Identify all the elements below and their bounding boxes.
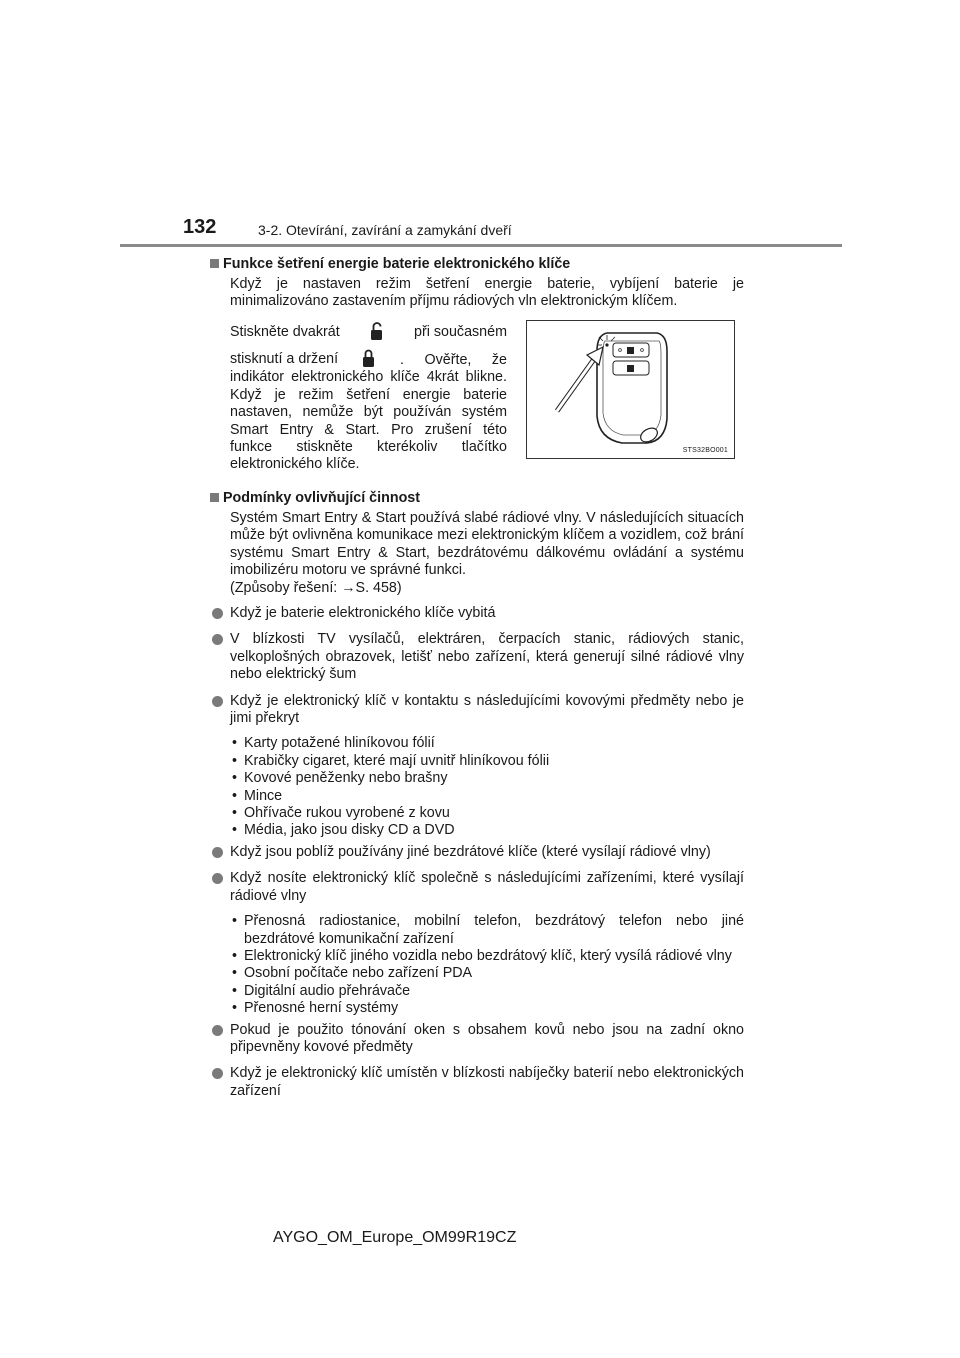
instr-part-a: Stiskněte dvakrát <box>230 324 340 341</box>
section2-heading <box>210 490 420 507</box>
lock-icon <box>352 352 386 368</box>
conditions-list <box>230 605 744 1109</box>
condition-item: Když nosíte elektronický klíč společně s následujícími zařízeními, které vysílají rádiové vlny • Přenosná radiostanice, mobilní telefon, bezdrátový telefon nebo jiné bezdrátové komunikační zařízení • Elektronický klíč jiného vozidla nebo bezdrátový klíč, který vysílá rádiové vlny • Osobní počítače nebo zařízení PDA • Digitální audio přehrávače • Přenosné herní systémy <box>230 870 744 1017</box>
figure-code: STS32BO001 <box>682 447 728 454</box>
condition-item: Když jsou poblíž používány jiné bezdrátové klíče (které vysílají rádiové vlny) <box>230 844 744 861</box>
header-rule <box>120 244 842 247</box>
sub-list <box>230 913 744 1017</box>
sub-list-item: • Mince <box>230 788 744 805</box>
section1-heading <box>210 256 570 273</box>
sub-list-item: • Krabičky cigaret, které mají uvnitř hliníkovou fólii <box>230 753 744 770</box>
key-fob-illustration <box>527 321 734 458</box>
round-bullet-icon <box>212 873 223 884</box>
sub-list-item: • Přenosné herní systémy <box>230 1000 744 1017</box>
section1-instructions <box>230 321 507 474</box>
unlock-icon <box>360 325 394 341</box>
section1-intro: Když je nastaven režim šetření energie baterie, vybíjení baterie je minimalizováno zastavením příjmu rádiových vln elektronickým klíčem. <box>230 276 744 310</box>
key-fob-figure <box>526 320 735 459</box>
sub-list-item: • Elektronický klíč jiného vozidla nebo bezdrátový klíč, který vysílá rádiové vlny <box>230 948 744 965</box>
square-bullet-icon <box>210 259 219 268</box>
condition-item: Když je baterie elektronického klíče vybitá <box>230 605 744 622</box>
section2-ref: (Způsoby řešení: →S. 458) <box>230 580 402 596</box>
section2-heading-text: Podmínky ovlivňující činnost <box>223 490 421 506</box>
condition-item: V blízkosti TV vysílačů, elektráren, čerpacích stanic, rádiových stanic, velkoplošných obrazovek, letišť nebo zařízení, která generují silné rádiové vlny nebo elektrický šum <box>230 631 744 683</box>
sub-list-item: • Přenosná radiostanice, mobilní telefon, bezdrátový telefon nebo jiné bezdrátové komunikační zařízení <box>230 913 744 948</box>
condition-item: Pokud je použito tónování oken s obsahem kovů nebo jsou na zadní okno připevněny kovové předměty <box>230 1022 744 1057</box>
condition-item: Když je elektronický klíč v kontaktu s následujícími kovovými předměty nebo je jimi překryt • Karty potažené hliníkovou fólií • Krabičky cigaret, které mají uvnitř hliníkovou fólii • Kovové peněženky nebo brašny • Mince • Ohřívače rukou vyrobené z kovu • Média, jako jsou disky CD a DVD <box>230 693 744 840</box>
sub-list-item: • Karty potažené hliníkovou fólií <box>230 735 744 752</box>
section-title: 3-2. Otevírání, zavírání a zamykání dveří <box>258 222 512 238</box>
instr-part-d: . Ověřte, že indikátor elektronického klíče 4krát blikne. Když je režim šetření energie baterie nastaven, nemůže být používán systém Smart Entry & Start. Pro zrušení této funkce stiskněte kterékoliv tlačítko elektronického klíče. <box>230 352 507 473</box>
sub-list-item: • Ohřívače rukou vyrobené z kovu <box>230 805 744 822</box>
round-bullet-icon <box>212 847 223 858</box>
instr-part-c: stisknutí a držení <box>230 351 339 368</box>
section1-heading-text: Funkce šetření energie baterie elektronického klíče <box>223 256 571 272</box>
footer-code: AYGO_OM_Europe_OM99R19CZ <box>273 1229 517 1246</box>
sub-list-item: • Kovové peněženky nebo brašny <box>230 770 744 787</box>
sub-list-item: • Osobní počítače nebo zařízení PDA <box>230 965 744 982</box>
instr-part-b: při současném <box>414 324 507 341</box>
round-bullet-icon <box>212 634 223 645</box>
round-bullet-icon <box>212 1068 223 1079</box>
condition-item: Když je elektronický klíč umístěn v blízkosti nabíječky baterií nebo elektronických zařízení <box>230 1065 744 1100</box>
sub-list <box>230 735 744 839</box>
section2-intro: Systém Smart Entry & Start používá slabé rádiové vlny. V následujících situacích může být ovlivněna komunikace mezi elektronickým klíčem a vozidlem, což brání systému Smart Entry & Start, bezdrátovému dálkovému ovládání a systému imobilizéru motoru ve správné funkci. <box>230 510 744 579</box>
square-bullet-icon <box>210 493 219 502</box>
round-bullet-icon <box>212 608 223 619</box>
sub-list-item: • Média, jako jsou disky CD a DVD <box>230 822 744 839</box>
round-bullet-icon <box>212 696 223 707</box>
round-bullet-icon <box>212 1025 223 1036</box>
page-number: 132 <box>183 216 217 238</box>
sub-list-item: • Digitální audio přehrávače <box>230 983 744 1000</box>
